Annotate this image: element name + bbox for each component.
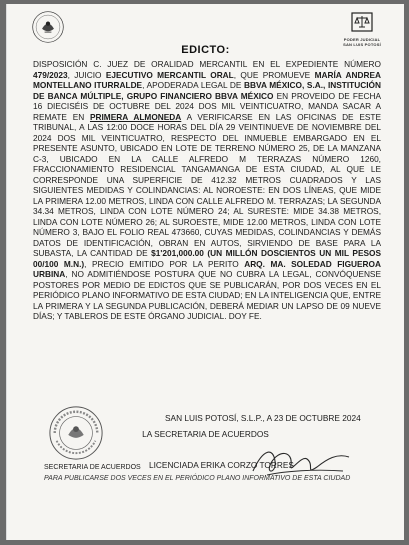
perito-name: ARQ. MA. SOLEDAD FIGUEROA URBINA: [33, 258, 381, 279]
body-text: EN PROVEIDO DE FECHA 16 DIECISÉIS DE OCTUBRE DEL 2024 DOS MIL VEINTICUATRO, MANDA SACAR A REMATE EN: [33, 90, 381, 122]
juicio-type: EJECUTIVO MERCANTIL ORAL: [105, 69, 234, 80]
judicial-logo: [342, 12, 382, 46]
place-and-date: SAN LUIS POTOSÍ, S.L.P., A 23 DE OCTUBRE 2024: [165, 413, 361, 423]
scales-icon: [351, 12, 373, 32]
almoneda-label: PRIMERA ALMONEDA: [89, 111, 182, 122]
edict-body: [33, 59, 381, 322]
document-page: [6, 4, 404, 540]
body-text: DISPOSICIÓN C. JUEZ DE ORALIDAD MERCANTIL EN EL EXPEDIENTE NÚMERO: [33, 59, 381, 69]
body-text: , NO ADMITIÉNDOSE POSTURA QUE NO CUBRA LA LEGAL, CONVÓQUENSE POSTORES POR MEDIO DE EDICTOS QUE SE PUBLICARÁN, POR DOS VECES EN EL PERIÓDICO PLANO INFORMATIVO DE ESTA CIUDAD; EN LA INTELIGENCIA QUE, ENTRE LA PRIMERA Y LA SEGUNDA PUBLICACIÓN, DEBERÁ MEDIAR UN LAPSO DE 09 NUEVE DÍAS; Y TABLEROS DE ESTE ÓRGANO JUDICIAL. DOY FE.: [33, 269, 381, 321]
body-text: , APODERADA LEGAL DE: [142, 80, 245, 90]
publication-note: PARA PUBLICARSE DOS VECES EN EL PERIÓDICO PLANO INFORMATIVO DE ESTA CIUDAD: [44, 475, 351, 482]
page-title: EDICTO:: [181, 44, 230, 56]
body-text: , JUICIO: [67, 69, 106, 80]
bank-name: BBVA MÉXICO, S.A., INSTITUCIÓN DE BANCA MÚLTIPLE, GRUPO FINANCIERO BBVA MÉXICO: [33, 80, 381, 101]
secretary-title: LA SECRETARIA DE ACUERDOS: [142, 429, 269, 439]
body-text: A VERIFICARSE EN LAS OFICINAS DE ESTE TRIBUNAL, A LAS 12:00 DOCE HORAS DEL DÍA 29 VEINTINUEVE DE NOVIEMBRE DEL 2024 DOS MIL VEINTICUATRO, RESPECTO DEL INMUEBLE EMBARGADO EN EL PRESENTE ASUNTO, UBICADO EN LOTE DE TERRENO NÚMERO 25, DE LA MANZANA C-3, UBICADO EN LA CALLE ALFREDO M TERRAZAS NÚMERO 1260, FRACCIONAMIENTO RESIDENCIAL TANGAMANGA DE ESTA CIUDAD, AL QUE LE CORRESPONDE UNA SUPERFICIE DE 412.32 METROS CUADRADOS Y LAS SIGUIENTES MEDIDAS Y COLINDANCIAS: AL NOROESTE: EN DOS LÍNEAS, QUE MIDE LA PRIMERA 12.00 METROS, LINDA CON CALLE ALFREDO M. TERRAZAS; LA SEGUNDA 34.34 METROS, LINDA CON LOTE NÚMERO 24; AL SURESTE: MIDE 34.38 METROS, LINDA CON LOTE NÚMERO 26; AL SUROESTE, MIDE 12.00 METROS, LINDA CON LOTE NÚMERO 3, BAJO EL FOLIO REAL 473660, CUYAS MEDIDAS, COLINDANCIAS Y DEMÁS DATOS DE IDENTIFICACIÓN, OBRAN EN AUTOS, SIRVIENDO DE BASE PARA LA SUBASTA, LA CANTIDAD DE: [33, 111, 382, 258]
promovente-name: MARÍA ANDREA MONTELLANO ITURRALDE: [33, 69, 381, 90]
auction-amount: $1'201,000.00 (UN MILLÓN DOSCIENTOS UN MIL PESOS 00/100 M.N.): [33, 248, 381, 269]
logo-text: PODER JUDICIAL SAN LUIS POTOSÍ: [343, 37, 381, 47]
body-text: , QUE PROMUEVE: [233, 69, 315, 80]
expediente-number: 479/2023: [33, 69, 68, 80]
secretary-role: SECRETARIA DE ACUERDOS: [44, 464, 141, 471]
signatory-name: LICENCIADA ERIKA CORZO TORRES: [149, 460, 294, 470]
body-text: , PRECIO EMITIDO POR LA PERITO: [84, 258, 245, 269]
coat-of-arms-seal-icon: [31, 10, 65, 44]
